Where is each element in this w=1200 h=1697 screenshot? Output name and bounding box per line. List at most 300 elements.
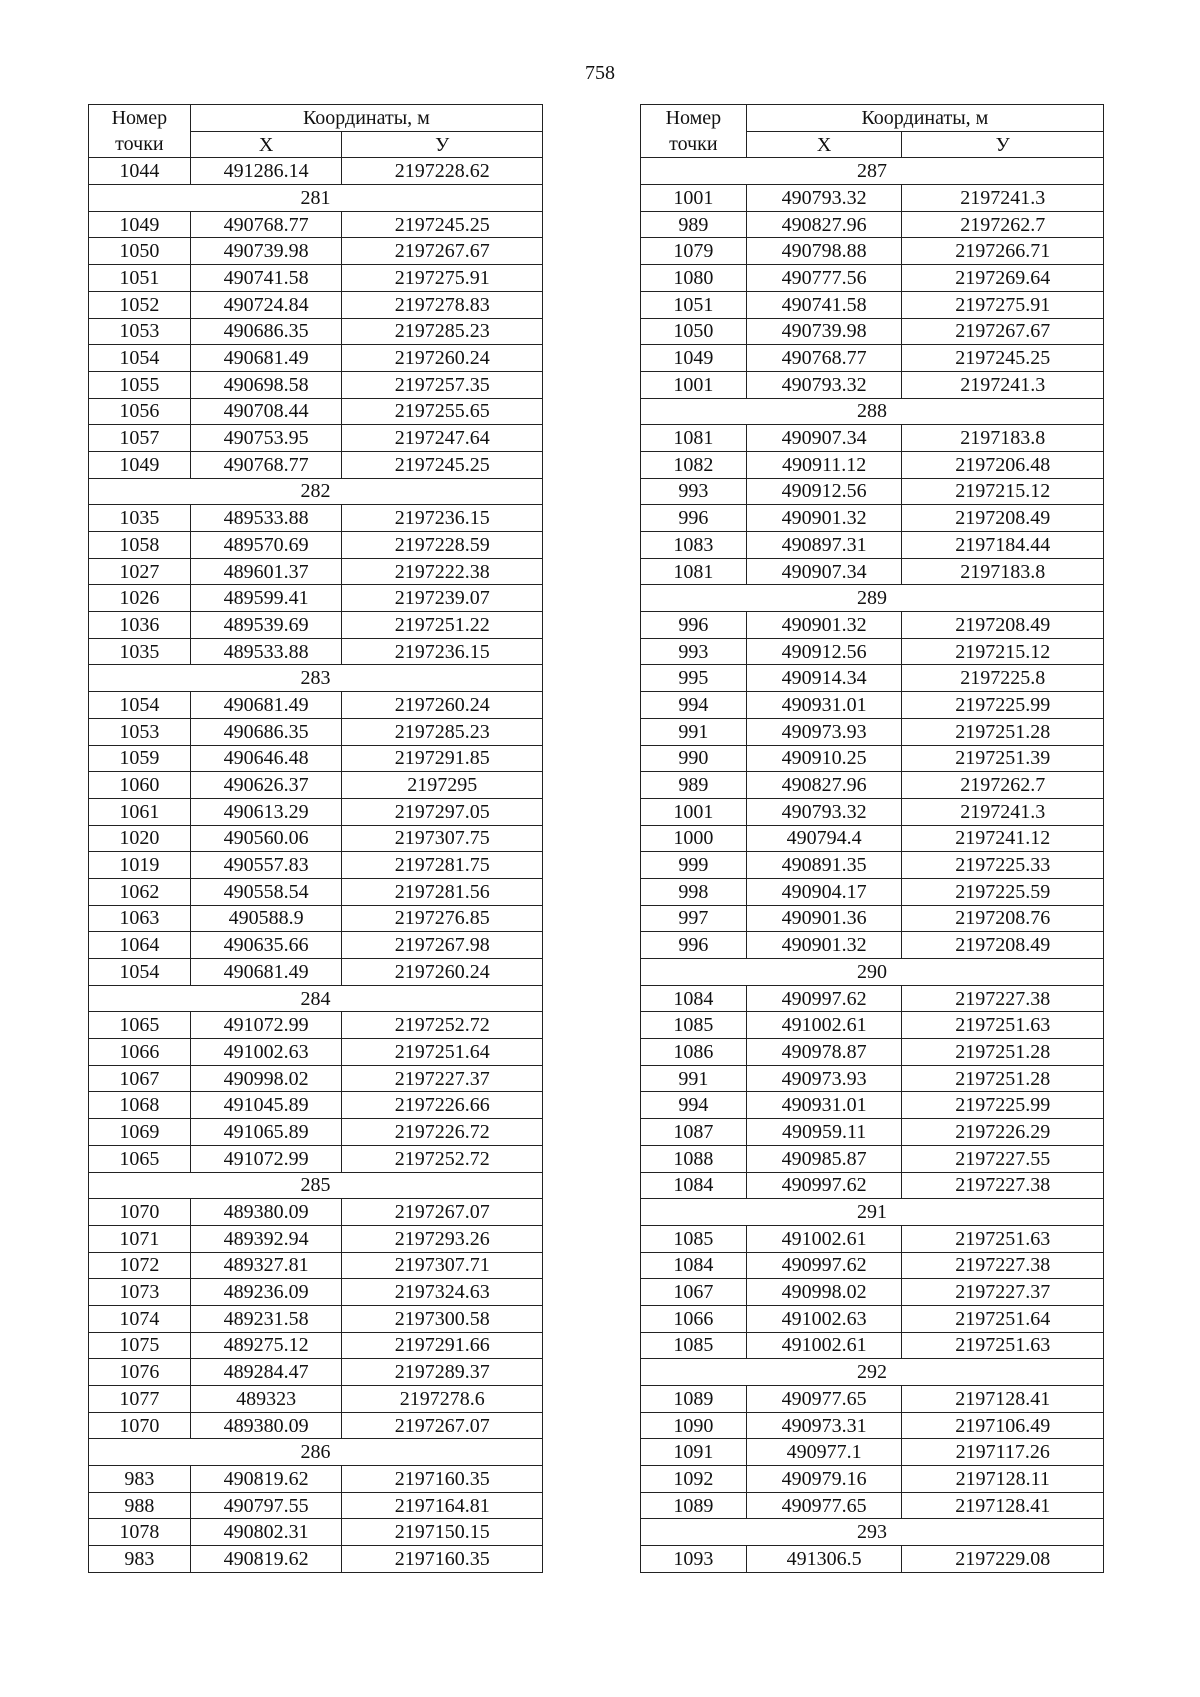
header-x: X (746, 131, 902, 158)
point-number-cell: 1089 (641, 1492, 747, 1519)
y-coordinate-cell: 2197275.91 (902, 291, 1104, 318)
table-row (641, 1412, 1104, 1439)
y-coordinate-cell: 2197300.58 (342, 1305, 543, 1332)
table-row (641, 1119, 1104, 1146)
y-coordinate-cell: 2197160.35 (342, 1466, 543, 1493)
section-label: 289 (641, 585, 1104, 612)
x-coordinate-cell: 489601.37 (190, 558, 342, 585)
point-number-cell: 1027 (89, 558, 191, 585)
table-row (89, 371, 543, 398)
table-row (641, 532, 1104, 559)
point-number-cell: 1001 (641, 371, 747, 398)
table-row (641, 1466, 1104, 1493)
y-coordinate-cell: 2197293.26 (342, 1225, 543, 1252)
x-coordinate-cell: 490793.32 (746, 798, 902, 825)
section-label: 285 (89, 1172, 543, 1199)
y-coordinate-cell: 2197251.28 (902, 718, 1104, 745)
header-x: X (190, 131, 342, 158)
y-coordinate-cell: 2197267.07 (342, 1199, 543, 1226)
x-coordinate-cell: 490635.66 (190, 932, 342, 959)
point-number-cell: 1065 (89, 1012, 191, 1039)
x-coordinate-cell: 490827.96 (746, 772, 902, 799)
x-coordinate-cell: 490768.77 (746, 345, 902, 372)
y-coordinate-cell: 2197228.59 (342, 532, 543, 559)
table-row (89, 638, 543, 665)
x-coordinate-cell: 490998.02 (190, 1065, 342, 1092)
point-number-cell: 997 (641, 905, 747, 932)
y-coordinate-cell: 2197255.65 (342, 398, 543, 425)
x-coordinate-cell: 490557.83 (190, 852, 342, 879)
x-coordinate-cell: 491072.99 (190, 1145, 342, 1172)
table-row (89, 505, 543, 532)
x-coordinate-cell: 490901.32 (746, 612, 902, 639)
point-number-cell: 1036 (89, 612, 191, 639)
table-row (641, 211, 1104, 238)
y-coordinate-cell: 2197229.08 (902, 1546, 1104, 1573)
x-coordinate-cell: 490997.62 (746, 1172, 902, 1199)
point-number-cell: 1070 (89, 1199, 191, 1226)
table-row (89, 398, 543, 425)
y-coordinate-cell: 2197117.26 (902, 1439, 1104, 1466)
table-row (89, 1252, 543, 1279)
y-coordinate-cell: 2197241.12 (902, 825, 1104, 852)
point-number-cell: 1049 (89, 451, 191, 478)
x-coordinate-cell: 490753.95 (190, 425, 342, 452)
x-coordinate-cell: 490681.49 (190, 692, 342, 719)
y-coordinate-cell: 2197251.63 (902, 1012, 1104, 1039)
table-row (89, 1412, 543, 1439)
y-coordinate-cell: 2197241.3 (902, 798, 1104, 825)
y-coordinate-cell: 2197150.15 (342, 1519, 543, 1546)
point-number-cell: 1049 (89, 211, 191, 238)
y-coordinate-cell: 2197227.37 (902, 1279, 1104, 1306)
y-coordinate-cell: 2197267.67 (342, 238, 543, 265)
table-row (641, 612, 1104, 639)
section-row (641, 1199, 1104, 1226)
table-row (89, 1386, 543, 1413)
y-coordinate-cell: 2197260.24 (342, 959, 543, 986)
section-row (89, 1172, 543, 1199)
point-number-cell: 1066 (89, 1039, 191, 1066)
section-row (641, 158, 1104, 185)
y-coordinate-cell: 2197245.25 (902, 345, 1104, 372)
y-coordinate-cell: 2197226.66 (342, 1092, 543, 1119)
header-y: У (902, 131, 1104, 158)
x-coordinate-cell: 490931.01 (746, 692, 902, 719)
header-point-number-cont (641, 131, 747, 158)
point-number-cell: 1087 (641, 1119, 747, 1146)
y-coordinate-cell: 2197206.48 (902, 451, 1104, 478)
coordinates-table-left (88, 104, 543, 1573)
point-number-cell: 1092 (641, 1466, 747, 1493)
y-coordinate-cell: 2197227.38 (902, 985, 1104, 1012)
x-coordinate-cell: 490997.62 (746, 985, 902, 1012)
y-coordinate-cell: 2197208.49 (902, 505, 1104, 532)
y-coordinate-cell: 2197251.63 (902, 1225, 1104, 1252)
x-coordinate-cell: 489380.09 (190, 1412, 342, 1439)
y-coordinate-cell: 2197225.99 (902, 692, 1104, 719)
point-number-cell: 1084 (641, 1252, 747, 1279)
point-number-cell: 988 (89, 1492, 191, 1519)
point-number-cell: 996 (641, 612, 747, 639)
y-coordinate-cell: 2197208.76 (902, 905, 1104, 932)
table-row (641, 1546, 1104, 1573)
x-coordinate-cell: 490911.12 (746, 451, 902, 478)
x-coordinate-cell: 491002.63 (190, 1039, 342, 1066)
point-number-cell: 1067 (641, 1279, 747, 1306)
point-number-cell: 1035 (89, 505, 191, 532)
point-number-cell: 1000 (641, 825, 747, 852)
point-number-cell: 1093 (641, 1546, 747, 1573)
x-coordinate-cell: 490739.98 (190, 238, 342, 265)
y-coordinate-cell: 2197295 (342, 772, 543, 799)
table-row (641, 318, 1104, 345)
point-number-cell: 989 (641, 772, 747, 799)
section-row (89, 665, 543, 692)
table-row (89, 825, 543, 852)
x-coordinate-cell: 489533.88 (190, 505, 342, 532)
x-coordinate-cell: 490794.4 (746, 825, 902, 852)
y-coordinate-cell: 2197247.64 (342, 425, 543, 452)
table-row (89, 585, 543, 612)
table-row (641, 1145, 1104, 1172)
table-row (641, 798, 1104, 825)
y-coordinate-cell: 2197245.25 (342, 451, 543, 478)
point-number-cell: 1079 (641, 238, 747, 265)
y-coordinate-cell: 2197267.67 (902, 318, 1104, 345)
x-coordinate-cell: 490797.55 (190, 1492, 342, 1519)
header-point-number-line2: точки (669, 133, 718, 156)
x-coordinate-cell: 491002.63 (746, 1305, 902, 1332)
table-row (89, 1012, 543, 1039)
x-coordinate-cell: 490973.31 (746, 1412, 902, 1439)
y-coordinate-cell: 2197275.91 (342, 265, 543, 292)
table-row (641, 1332, 1104, 1359)
y-coordinate-cell: 2197241.3 (902, 371, 1104, 398)
point-number-cell: 1080 (641, 265, 747, 292)
table-row (89, 612, 543, 639)
y-coordinate-cell: 2197267.07 (342, 1412, 543, 1439)
x-coordinate-cell: 490827.96 (746, 211, 902, 238)
y-coordinate-cell: 2197215.12 (902, 638, 1104, 665)
point-number-cell: 994 (641, 1092, 747, 1119)
y-coordinate-cell: 2197226.29 (902, 1119, 1104, 1146)
y-coordinate-cell: 2197225.59 (902, 878, 1104, 905)
section-label: 290 (641, 959, 1104, 986)
section-row (89, 478, 543, 505)
y-coordinate-cell: 2197324.63 (342, 1279, 543, 1306)
table-row (89, 451, 543, 478)
point-number-cell: 983 (89, 1466, 191, 1493)
table-row (89, 532, 543, 559)
point-number-cell: 996 (641, 932, 747, 959)
point-number-cell: 1070 (89, 1412, 191, 1439)
point-number-cell: 1085 (641, 1332, 747, 1359)
point-number-cell: 1065 (89, 1145, 191, 1172)
section-row (641, 1359, 1104, 1386)
y-coordinate-cell: 2197236.15 (342, 505, 543, 532)
table-row (641, 932, 1104, 959)
y-coordinate-cell: 2197241.3 (902, 185, 1104, 212)
header-point-number-cont (89, 131, 191, 158)
x-coordinate-cell: 489392.94 (190, 1225, 342, 1252)
table-row (641, 878, 1104, 905)
table-row (89, 1199, 543, 1226)
coordinates-table-right (640, 104, 1104, 1573)
point-number-cell: 1069 (89, 1119, 191, 1146)
y-coordinate-cell: 2197252.72 (342, 1145, 543, 1172)
point-number-cell: 1035 (89, 638, 191, 665)
table-row (89, 1092, 543, 1119)
table-row (641, 1172, 1104, 1199)
table-row (641, 1092, 1104, 1119)
point-number-cell: 1078 (89, 1519, 191, 1546)
point-number-cell: 1052 (89, 291, 191, 318)
y-coordinate-cell: 2197184.44 (902, 532, 1104, 559)
point-number-cell: 989 (641, 211, 747, 238)
header-coordinates: Координаты, м (190, 105, 542, 132)
section-label: 288 (641, 398, 1104, 425)
x-coordinate-cell: 490741.58 (746, 291, 902, 318)
y-coordinate-cell: 2197128.41 (902, 1492, 1104, 1519)
section-row (641, 585, 1104, 612)
section-label: 282 (89, 478, 543, 505)
point-number-cell: 1049 (641, 345, 747, 372)
table-row (641, 238, 1104, 265)
x-coordinate-cell: 490901.36 (746, 905, 902, 932)
x-coordinate-cell: 490979.16 (746, 1466, 902, 1493)
x-coordinate-cell: 490891.35 (746, 852, 902, 879)
table-row (89, 1492, 543, 1519)
table-row (89, 852, 543, 879)
point-number-cell: 1057 (89, 425, 191, 452)
point-number-cell: 993 (641, 638, 747, 665)
point-number-cell: 1084 (641, 1172, 747, 1199)
table-row (89, 932, 543, 959)
x-coordinate-cell: 490698.58 (190, 371, 342, 398)
x-coordinate-cell: 490768.77 (190, 211, 342, 238)
point-number-cell: 991 (641, 1065, 747, 1092)
table-row (89, 158, 543, 185)
x-coordinate-cell: 490798.88 (746, 238, 902, 265)
table-row (89, 1546, 543, 1573)
x-coordinate-cell: 490978.87 (746, 1039, 902, 1066)
x-coordinate-cell: 489599.41 (190, 585, 342, 612)
x-coordinate-cell: 490802.31 (190, 1519, 342, 1546)
y-coordinate-cell: 2197278.6 (342, 1386, 543, 1413)
x-coordinate-cell: 489275.12 (190, 1332, 342, 1359)
y-coordinate-cell: 2197208.49 (902, 612, 1104, 639)
point-number-cell: 991 (641, 718, 747, 745)
x-coordinate-cell: 490997.62 (746, 1252, 902, 1279)
section-row (89, 185, 543, 212)
point-number-cell: 1077 (89, 1386, 191, 1413)
table-row (641, 905, 1104, 932)
x-coordinate-cell: 491072.99 (190, 1012, 342, 1039)
x-coordinate-cell: 490973.93 (746, 1065, 902, 1092)
y-coordinate-cell: 2197266.71 (902, 238, 1104, 265)
point-number-cell: 1053 (89, 718, 191, 745)
y-coordinate-cell: 2197251.28 (902, 1065, 1104, 1092)
x-coordinate-cell: 491286.14 (190, 158, 342, 185)
table-row (89, 238, 543, 265)
table-row (89, 745, 543, 772)
table-row (89, 425, 543, 452)
section-row (89, 985, 543, 1012)
point-number-cell: 1068 (89, 1092, 191, 1119)
table-row (89, 1279, 543, 1306)
point-number-cell: 1051 (641, 291, 747, 318)
header-y: У (342, 131, 543, 158)
x-coordinate-cell: 490977.1 (746, 1439, 902, 1466)
x-coordinate-cell: 490741.58 (190, 265, 342, 292)
point-number-cell: 1059 (89, 745, 191, 772)
x-coordinate-cell: 490819.62 (190, 1466, 342, 1493)
y-coordinate-cell: 2197251.28 (902, 1039, 1104, 1066)
table-row (641, 1386, 1104, 1413)
section-label: 286 (89, 1439, 543, 1466)
header-point-number-line2: точки (115, 133, 164, 156)
header-point-number-line1: Номер (111, 107, 168, 130)
section-row (89, 1439, 543, 1466)
table-row (89, 959, 543, 986)
x-coordinate-cell: 490724.84 (190, 291, 342, 318)
y-coordinate-cell: 2197262.7 (902, 211, 1104, 238)
point-number-cell: 1001 (641, 185, 747, 212)
point-number-cell: 1067 (89, 1065, 191, 1092)
x-coordinate-cell: 491045.89 (190, 1092, 342, 1119)
x-coordinate-cell: 490708.44 (190, 398, 342, 425)
y-coordinate-cell: 2197208.49 (902, 932, 1104, 959)
x-coordinate-cell: 490912.56 (746, 478, 902, 505)
point-number-cell: 1054 (89, 692, 191, 719)
table-row (641, 558, 1104, 585)
table-row (89, 318, 543, 345)
x-coordinate-cell: 490819.62 (190, 1546, 342, 1573)
table-row (89, 798, 543, 825)
y-coordinate-cell: 2197222.38 (342, 558, 543, 585)
point-number-cell: 1053 (89, 318, 191, 345)
section-label: 281 (89, 185, 543, 212)
table-row (641, 985, 1104, 1012)
point-number-cell: 1085 (641, 1012, 747, 1039)
point-number-cell: 1071 (89, 1225, 191, 1252)
x-coordinate-cell: 491002.61 (746, 1225, 902, 1252)
point-number-cell: 993 (641, 478, 747, 505)
y-coordinate-cell: 2197307.71 (342, 1252, 543, 1279)
table-row (641, 1065, 1104, 1092)
x-coordinate-cell: 491002.61 (746, 1012, 902, 1039)
x-coordinate-cell: 490681.49 (190, 345, 342, 372)
table-row (89, 692, 543, 719)
point-number-cell: 1085 (641, 1225, 747, 1252)
table-row (89, 1225, 543, 1252)
y-coordinate-cell: 2197128.41 (902, 1386, 1104, 1413)
y-coordinate-cell: 2197106.49 (902, 1412, 1104, 1439)
y-coordinate-cell: 2197215.12 (902, 478, 1104, 505)
x-coordinate-cell: 490686.35 (190, 318, 342, 345)
point-number-cell: 1051 (89, 265, 191, 292)
table-body-right (641, 158, 1104, 1572)
table-row (641, 1252, 1104, 1279)
y-coordinate-cell: 2197183.8 (902, 558, 1104, 585)
x-coordinate-cell: 490768.77 (190, 451, 342, 478)
y-coordinate-cell: 2197262.7 (902, 772, 1104, 799)
x-coordinate-cell: 489236.09 (190, 1279, 342, 1306)
y-coordinate-cell: 2197226.72 (342, 1119, 543, 1146)
x-coordinate-cell: 490588.9 (190, 905, 342, 932)
table-row (89, 1119, 543, 1146)
y-coordinate-cell: 2197183.8 (902, 425, 1104, 452)
point-number-cell: 1056 (89, 398, 191, 425)
point-number-cell: 1089 (641, 1386, 747, 1413)
table-row (641, 1492, 1104, 1519)
y-coordinate-cell: 2197281.56 (342, 878, 543, 905)
x-coordinate-cell: 490959.11 (746, 1119, 902, 1146)
point-number-cell: 1054 (89, 959, 191, 986)
table-body-left (89, 158, 543, 1572)
x-coordinate-cell: 490910.25 (746, 745, 902, 772)
y-coordinate-cell: 2197225.99 (902, 1092, 1104, 1119)
x-coordinate-cell: 491065.89 (190, 1119, 342, 1146)
x-coordinate-cell: 490793.32 (746, 371, 902, 398)
point-number-cell: 1075 (89, 1332, 191, 1359)
y-coordinate-cell: 2197225.8 (902, 665, 1104, 692)
point-number-cell: 1081 (641, 558, 747, 585)
table-row (641, 1279, 1104, 1306)
y-coordinate-cell: 2197236.15 (342, 638, 543, 665)
y-coordinate-cell: 2197291.85 (342, 745, 543, 772)
point-number-cell: 1050 (641, 318, 747, 345)
y-coordinate-cell: 2197297.05 (342, 798, 543, 825)
y-coordinate-cell: 2197251.64 (902, 1305, 1104, 1332)
point-number-cell: 1066 (641, 1305, 747, 1332)
x-coordinate-cell: 490973.93 (746, 718, 902, 745)
point-number-cell: 1062 (89, 878, 191, 905)
table-row (641, 265, 1104, 292)
point-number-cell: 1082 (641, 451, 747, 478)
section-label: 284 (89, 985, 543, 1012)
table-row (641, 1439, 1104, 1466)
y-coordinate-cell: 2197285.23 (342, 718, 543, 745)
y-coordinate-cell: 2197251.22 (342, 612, 543, 639)
table-row (641, 692, 1104, 719)
x-coordinate-cell: 490897.31 (746, 532, 902, 559)
point-number-cell: 999 (641, 852, 747, 879)
point-number-cell: 1060 (89, 772, 191, 799)
point-number-cell: 1044 (89, 158, 191, 185)
x-coordinate-cell: 490998.02 (746, 1279, 902, 1306)
table-row (89, 265, 543, 292)
section-label: 283 (89, 665, 543, 692)
y-coordinate-cell: 2197227.38 (902, 1172, 1104, 1199)
table-row (89, 1466, 543, 1493)
x-coordinate-cell: 490686.35 (190, 718, 342, 745)
y-coordinate-cell: 2197291.66 (342, 1332, 543, 1359)
table-row (641, 185, 1104, 212)
point-number-cell: 1072 (89, 1252, 191, 1279)
x-coordinate-cell: 489284.47 (190, 1359, 342, 1386)
x-coordinate-cell: 490558.54 (190, 878, 342, 905)
point-number-cell: 1058 (89, 532, 191, 559)
point-number-cell: 1081 (641, 425, 747, 452)
section-label: 291 (641, 1199, 1104, 1226)
table-row (641, 1012, 1104, 1039)
table-row (641, 1225, 1104, 1252)
point-number-cell: 1088 (641, 1145, 747, 1172)
y-coordinate-cell: 2197245.25 (342, 211, 543, 238)
table-row (641, 745, 1104, 772)
